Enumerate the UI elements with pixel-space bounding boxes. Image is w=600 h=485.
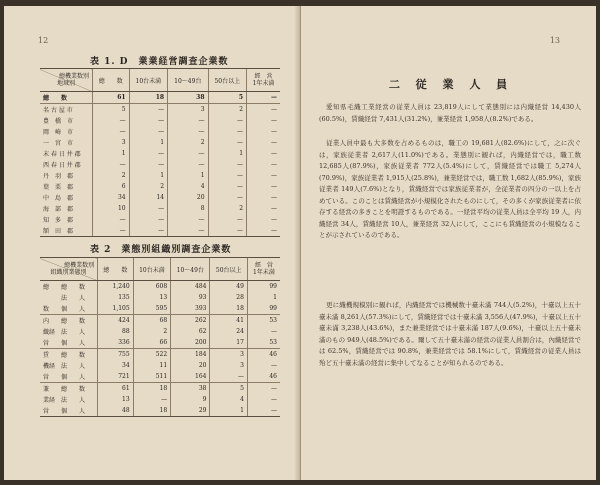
table2-group-label bbox=[40, 292, 58, 303]
table2-sub-label: 總 数 bbox=[61, 284, 86, 291]
table2-cell: 18 bbox=[133, 405, 170, 417]
table1-cell: 5 bbox=[208, 92, 247, 104]
table2-cell: 28 bbox=[210, 292, 247, 303]
table2-cell: 93 bbox=[171, 292, 210, 303]
table2-cell: 13 bbox=[98, 394, 134, 405]
table2-cell: 68 bbox=[133, 315, 170, 327]
paragraph-2 bbox=[319, 138, 581, 242]
table1-row bbox=[40, 192, 280, 203]
table1-cell: — bbox=[129, 159, 168, 170]
table1-cell: — bbox=[129, 126, 168, 137]
table2-row bbox=[40, 371, 280, 383]
table2-group-label: 總 bbox=[43, 284, 50, 291]
table1-cell: — bbox=[247, 225, 280, 237]
table1-cell: 5 bbox=[93, 104, 130, 116]
table1-row-label: 海 部 郡 bbox=[43, 206, 74, 213]
table1-col-lt10: 10台未満 bbox=[129, 69, 168, 92]
table1-title: 表 1. D 業業経営調査企業数 bbox=[90, 57, 229, 67]
table1-cell: — bbox=[208, 181, 247, 192]
table1-cell: — bbox=[247, 170, 280, 181]
table1-cell: 2 bbox=[208, 104, 247, 116]
table2-cell: — bbox=[247, 326, 280, 337]
table2-sub-label: 總 数 bbox=[61, 352, 86, 359]
table1-cell: — bbox=[208, 225, 247, 237]
table2-cell: 755 bbox=[98, 349, 134, 361]
table1-row-label: 西 春 日 井 郡 bbox=[43, 162, 81, 169]
table2-cell: 3 bbox=[210, 349, 247, 361]
table2-sub-label: 個 人 bbox=[61, 374, 86, 381]
table1-cell: — bbox=[168, 225, 208, 237]
table2-cell: 262 bbox=[171, 315, 210, 327]
table2-cell: 88 bbox=[98, 326, 134, 337]
table1-cell: 3 bbox=[168, 104, 208, 116]
table1-cell: — bbox=[168, 148, 208, 159]
table1-row bbox=[40, 181, 280, 192]
table2-title: 表 2 業態別組織別調査企業数 bbox=[90, 245, 232, 255]
table2-cell: 336 bbox=[98, 337, 134, 349]
paragraph-1-text: 愛知県毛織工業経営の従業人員は 23,819人にして業態別には内織経営 14,430人(60.5%)，賃織経営 7,431人(31.2%)，兼業経営 1,958人(8.2%)である。 bbox=[319, 103, 581, 123]
table1-cell: 14 bbox=[129, 192, 168, 203]
table1-cell: — bbox=[129, 115, 168, 126]
table2-group-label: 機経 bbox=[43, 363, 56, 370]
table2-cell: 424 bbox=[98, 315, 134, 327]
table2-cell: 66 bbox=[133, 337, 170, 349]
table1-row-label: 一 宮 市 bbox=[43, 140, 74, 147]
paragraph-2-text: 従業人員中最も大多数を占めるものは，職工の 19,681人(82.6%)にして，之に次ぐは，家族従業者 2,617人(11.0%)である。業態別に観れば，内織経営では，職工数 12,685人(87.9%)，家族従業者 772人(5.4%)にして，賃織経営では職工 5,274人(70.9%)，家族従業者 1,915人(25.8%)，兼業経営では，職工数 1,682人(85.9%)，家族従業者 149人(7.6%)となり，賃織経営では家族従業者が，全従業者の四分の一以上を占めている。このことは賃織経営が小規模化されたものにして，その多くが家族従業者に依存する経営の多きことを明證するものである。一経営平均の従業人員は全平均 19 人，内織経営 34人，賃織経営 10人，兼業経営 32人にして，ここにも賃織経営の小規模なることが示されているのである。 bbox=[319, 139, 581, 239]
table1-cell: — bbox=[208, 159, 247, 170]
table1-cell: — bbox=[208, 170, 247, 181]
table2-sub-label: 法 人 bbox=[61, 397, 86, 404]
table1-row bbox=[40, 225, 280, 237]
table2-row bbox=[40, 337, 280, 349]
table2-col-50plus: 50台以上 bbox=[210, 258, 247, 281]
table2-corner bbox=[40, 258, 98, 281]
table1-cell: 20 bbox=[168, 192, 208, 203]
table2-cell: 41 bbox=[210, 315, 247, 327]
table1-cell: 61 bbox=[93, 92, 130, 104]
table2-group-label: 数 bbox=[43, 306, 50, 313]
table2-col-10-49: 10〜49台 bbox=[171, 258, 210, 281]
table1-col-10-49: 10〜49台 bbox=[168, 69, 208, 92]
table2-row bbox=[40, 315, 280, 327]
table1-row-label: 知 多 郡 bbox=[43, 217, 74, 224]
table2-col-lt1yr: 經 営 1年未満 bbox=[247, 258, 280, 281]
table2-cell: 1,240 bbox=[98, 281, 134, 293]
table1-cell: — bbox=[208, 115, 247, 126]
table1-header-row bbox=[40, 69, 280, 92]
table1-cell: — bbox=[129, 104, 168, 116]
table2-cell: — bbox=[247, 360, 280, 371]
table2-cell: 595 bbox=[133, 303, 170, 315]
table1-cell: — bbox=[93, 214, 130, 225]
table2-cell: 721 bbox=[98, 371, 134, 383]
table2-sub-label: 個 人 bbox=[58, 405, 98, 417]
table2-cell: 135 bbox=[98, 292, 134, 303]
table1-cell: — bbox=[247, 148, 280, 159]
table2-group-label: 織経 bbox=[43, 329, 56, 336]
table2-group-label: 営 bbox=[43, 340, 50, 347]
table2-cell: 18 bbox=[210, 303, 247, 315]
table1-row-label: 中 島 郡 bbox=[43, 195, 74, 202]
table1-corner-bottom: 地域別 bbox=[56, 80, 75, 87]
table2-cell: 46 bbox=[247, 371, 280, 383]
table2-sub-label: 法 人 bbox=[61, 329, 86, 336]
table1-cell: — bbox=[168, 126, 208, 137]
table1-cell: 2 bbox=[129, 181, 168, 192]
table1-cell: — bbox=[168, 214, 208, 225]
table1-row-label: 總 数 bbox=[43, 95, 68, 102]
table1-cell: 4 bbox=[168, 181, 208, 192]
table2-row bbox=[40, 281, 280, 293]
table1-cell: 38 bbox=[168, 92, 208, 104]
table1-col-50plus: 50台以上 bbox=[208, 69, 247, 92]
table2-cell: 46 bbox=[247, 349, 280, 361]
table1-cell: — bbox=[93, 225, 130, 237]
table1-cell: 34 bbox=[93, 192, 130, 203]
table2-row bbox=[40, 405, 280, 417]
table2-cell: — bbox=[210, 371, 247, 383]
table2-group-label: 内 bbox=[43, 318, 50, 325]
table2-row bbox=[40, 383, 280, 395]
table1-row-label: 丹 羽 郡 bbox=[43, 173, 74, 180]
table2-cell: 48 bbox=[98, 405, 134, 417]
table1-cell: 1 bbox=[129, 137, 168, 148]
table1-cell: — bbox=[168, 159, 208, 170]
table2-sub-label: 個 人 bbox=[61, 340, 86, 347]
table1-row bbox=[40, 159, 280, 170]
table1-cell: — bbox=[247, 181, 280, 192]
table1-cell: 18 bbox=[129, 92, 168, 104]
table2-cell: 38 bbox=[171, 383, 210, 395]
table1-cell: 1 bbox=[208, 148, 247, 159]
table2-cell: — bbox=[247, 405, 280, 417]
section-title: 二 従 業 人 員 bbox=[388, 78, 514, 91]
table1-col-total: 總 数 bbox=[93, 69, 130, 92]
table2-cell: 9 bbox=[171, 394, 210, 405]
table1-cell: 6 bbox=[93, 181, 130, 192]
table1-cell: — bbox=[129, 203, 168, 214]
table1-cell: 3 bbox=[93, 137, 130, 148]
table2 bbox=[40, 257, 280, 417]
table1-cell: 2 bbox=[168, 137, 208, 148]
table2-cell: 20 bbox=[171, 360, 210, 371]
table1-cell: — bbox=[247, 214, 280, 225]
table2-row bbox=[40, 394, 280, 405]
table1-cell: 2 bbox=[208, 203, 247, 214]
table2-cell: 200 bbox=[171, 337, 210, 349]
table2-group-label: 賃 bbox=[43, 352, 50, 359]
table1-cell: — bbox=[93, 126, 130, 137]
table1-cell: 8 bbox=[168, 203, 208, 214]
table2-group-label: 営 bbox=[43, 374, 50, 381]
table1-row bbox=[40, 126, 280, 137]
table2-cell: 1,105 bbox=[98, 303, 134, 315]
paragraph-3 bbox=[319, 300, 581, 369]
table1 bbox=[40, 68, 280, 237]
table1-cell: 1 bbox=[168, 170, 208, 181]
table1-row bbox=[40, 203, 280, 214]
table2-row bbox=[40, 349, 280, 361]
table1-row-label: 末 春 日 井 郡 bbox=[43, 151, 81, 158]
table2-row bbox=[40, 326, 280, 337]
table2-cell: 11 bbox=[133, 360, 170, 371]
page-number-right: 13 bbox=[549, 36, 560, 45]
table1-cell: — bbox=[247, 104, 280, 116]
table2-sub-label: 個 人 bbox=[61, 306, 86, 313]
table2-cell: 13 bbox=[133, 292, 170, 303]
table2-cell: 62 bbox=[171, 326, 210, 337]
table2-corner-bottom: 組織別業態別 bbox=[50, 269, 87, 276]
table2-cell: — bbox=[247, 394, 280, 405]
table1-cell: — bbox=[247, 126, 280, 137]
table2-row bbox=[40, 303, 280, 315]
table1-cell: — bbox=[247, 192, 280, 203]
table1-row bbox=[40, 170, 280, 181]
table2-cell: 34 bbox=[98, 360, 134, 371]
table1-cell: — bbox=[129, 225, 168, 237]
table2-cell: 608 bbox=[133, 281, 170, 293]
table2-row bbox=[40, 292, 280, 303]
table1-cell: 2 bbox=[93, 170, 130, 181]
paragraph-3-text: 更に織機規模別に観れば，内織経営では機械数十臺未滿 744人(5.2%)，十臺以上五十臺未滿 8,261人(57.3%)にして，賃織経営では十臺未滿 3,556人(47.9%)，十臺以上五十臺未滿 3,238人(43.6%)，また兼業経営では十臺未滿 187人(9.6%)，十臺以上五十臺未滿のもの 949人(48.5%)である。爾して五十臺未滿の経営の従業人員割合は，內織経営では 62.5%，賃織経営では 90.8%，兼業経営では 58.1%にして，賃織経営の従業人員は殆ど五十臺未滿の経営に集中してなることが知られるのである。 bbox=[319, 301, 581, 367]
table1-cell: — bbox=[208, 126, 247, 137]
table2-col-lt10: 10台未満 bbox=[133, 258, 170, 281]
table2-cell: 4 bbox=[210, 394, 247, 405]
table1-cell: — bbox=[247, 159, 280, 170]
table2-cell: 184 bbox=[171, 349, 210, 361]
table2-cell: 17 bbox=[210, 337, 247, 349]
table1-row-label: 葉 栗 郡 bbox=[43, 184, 74, 191]
table2-cell: 511 bbox=[133, 371, 170, 383]
book-spread bbox=[4, 6, 596, 480]
page-number-left: 12 bbox=[38, 36, 49, 45]
table1-row bbox=[40, 214, 280, 225]
table1-cell: — bbox=[93, 115, 130, 126]
table2-cell: 5 bbox=[210, 383, 247, 395]
table1-row-label: 豊 橋 市 bbox=[43, 118, 74, 125]
table2-sub-label: 法 人 bbox=[61, 363, 86, 370]
table2-group-label: 営 bbox=[40, 405, 58, 417]
table2-header-row bbox=[40, 258, 280, 281]
table2-sub-label: 總 数 bbox=[61, 386, 86, 393]
table2-row bbox=[40, 360, 280, 371]
table1-row-label: 額 田 郡 bbox=[40, 225, 93, 237]
table1-cell: — bbox=[129, 214, 168, 225]
table2-cell: 99 bbox=[247, 303, 280, 315]
table1-row bbox=[40, 137, 280, 148]
table2-cell: 61 bbox=[98, 383, 134, 395]
table1-row bbox=[40, 92, 280, 104]
table1-cell: — bbox=[247, 203, 280, 214]
table2-cell: 164 bbox=[171, 371, 210, 383]
table2-cell: 24 bbox=[210, 326, 247, 337]
table1-cell: — bbox=[93, 159, 130, 170]
table2-cell: 3 bbox=[210, 360, 247, 371]
paragraph-1 bbox=[319, 102, 581, 125]
table2-cell: 1 bbox=[247, 292, 280, 303]
table2-cell: 99 bbox=[247, 281, 280, 293]
table1-row bbox=[40, 148, 280, 159]
table2-cell: — bbox=[133, 394, 170, 405]
left-page bbox=[4, 6, 301, 480]
table1-cell: 10 bbox=[93, 203, 130, 214]
table1-cell: — bbox=[247, 115, 280, 126]
table2-cell: 49 bbox=[210, 281, 247, 293]
table2-cell: 29 bbox=[171, 405, 210, 417]
table1-cell: — bbox=[208, 192, 247, 203]
table1-row bbox=[40, 115, 280, 126]
table1-col-lt1yr: 經 営 1年未満 bbox=[247, 69, 280, 92]
table1-corner bbox=[40, 69, 93, 92]
table1-cell: — bbox=[168, 115, 208, 126]
table2-cell: 2 bbox=[133, 326, 170, 337]
table1-row-label: 名 古 屋 市 bbox=[43, 107, 73, 114]
right-page bbox=[301, 6, 596, 480]
table1-cell: 1 bbox=[129, 170, 168, 181]
table1-cell: 1 bbox=[93, 148, 130, 159]
table2-cell: 53 bbox=[247, 337, 280, 349]
table2-cell: 484 bbox=[171, 281, 210, 293]
table2-sub-label: 總 数 bbox=[61, 318, 86, 325]
table2-cell: — bbox=[247, 383, 280, 395]
table1-cell: — bbox=[247, 137, 280, 148]
table2-corner-top: 總機業数別 bbox=[64, 262, 95, 269]
table2-cell: 393 bbox=[171, 303, 210, 315]
table1-cell: — bbox=[208, 137, 247, 148]
table2-cell: 522 bbox=[133, 349, 170, 361]
table2-group-label: 業経 bbox=[43, 397, 56, 404]
table1-row bbox=[40, 104, 280, 116]
table1-row-label: 岡 崎 市 bbox=[43, 129, 74, 136]
table2-cell: 1 bbox=[210, 405, 247, 417]
table2-cell: 18 bbox=[133, 383, 170, 395]
table1-cell: — bbox=[247, 92, 280, 104]
table2-col-total: 總 数 bbox=[98, 258, 134, 281]
table1-cell: — bbox=[129, 148, 168, 159]
table2-group-label: 兼 bbox=[43, 386, 50, 393]
table2-cell: 53 bbox=[247, 315, 280, 327]
table1-cell: — bbox=[208, 214, 247, 225]
table1-corner-top: 總機業数別 bbox=[58, 73, 89, 80]
table2-sub-label: 法 人 bbox=[61, 295, 86, 302]
